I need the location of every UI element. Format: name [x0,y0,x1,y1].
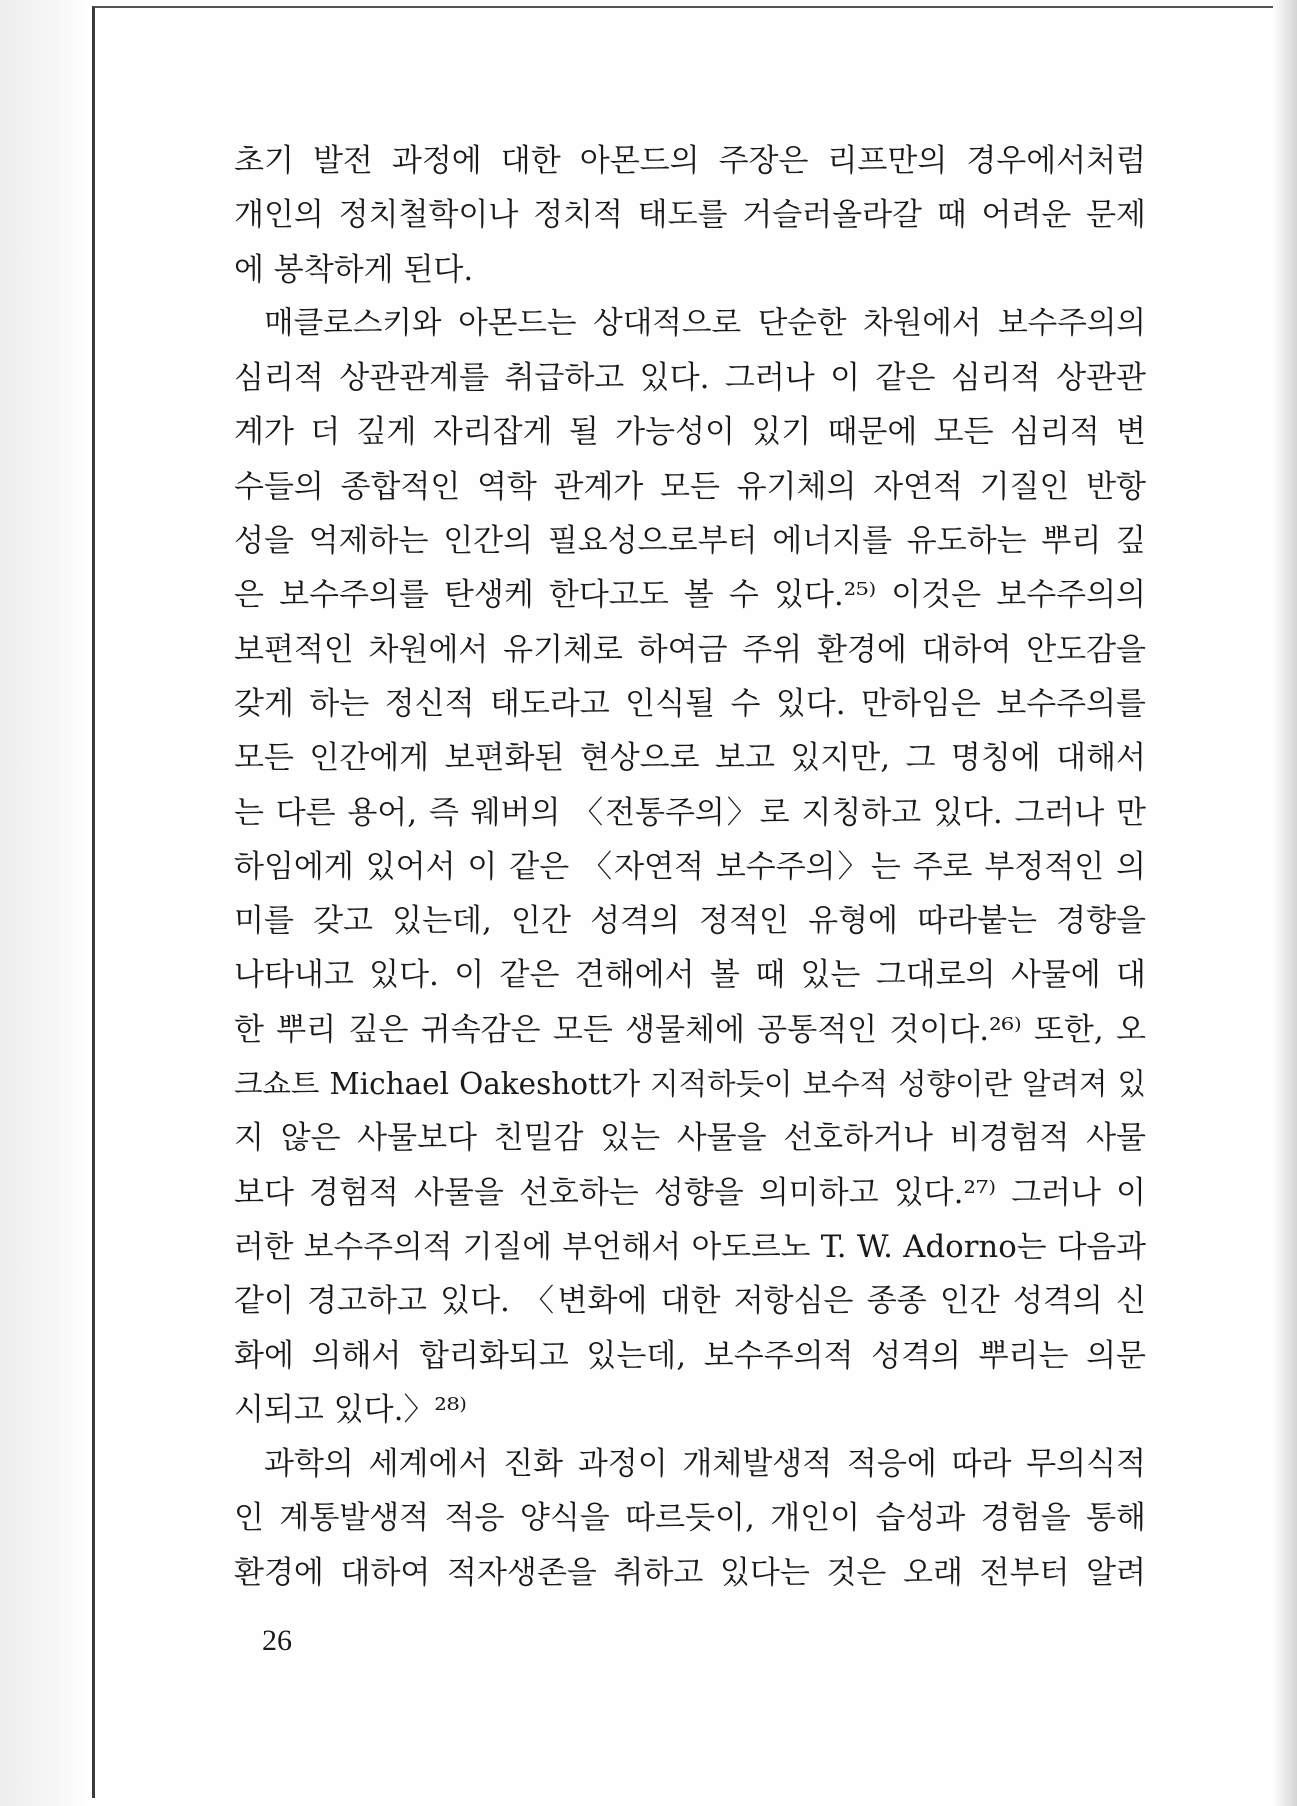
text-line: 지 않은 사물보다 친밀감 있는 사물을 선호하거나 비경험적 사물 [234,1120,1146,1157]
text-line: 보편적인 차원에서 유기체로 하여금 주위 환경에 대하여 안도감을 [234,631,1146,668]
text-line: 한 뿌리 깊은 귀속감은 모든 생물체에 공통적인 것이다.²⁶⁾ 또한, 오 [234,1011,1146,1048]
text-line: 개인의 정치철학이나 정치적 태도를 거슬러올라갈 때 어려운 문제 [234,197,1146,234]
page-number: 26 [262,1624,292,1657]
text-line: 는 다른 용어, 즉 웨버의 〈전통주의〉로 지칭하고 있다. 그러나 만 [234,794,1146,831]
text-line: 보다 경험적 사물을 선호하는 성향을 의미하고 있다.²⁷⁾ 그러나 이 [234,1174,1146,1211]
text-line: 화에 의해서 합리화되고 있는데, 보수주의적 성격의 뿌리는 의문 [234,1337,1146,1374]
text-line: 크쇼트 Michael Oakeshott가 지적하듯이 보수적 성향이란 알려져 있 [234,1067,1146,1102]
text-line: 모든 인간에게 보편화된 현상으로 보고 있지만, 그 명칭에 대해서 [234,740,1146,777]
text-line: 심리적 상관관계를 취급하고 있다. 그러나 이 같은 심리적 상관관 [234,360,1146,397]
body-text [234,134,1146,1600]
text-line: 하임에게 있어서 이 같은 〈자연적 보수주의〉는 주로 부정적인 의 [234,848,1146,885]
text-line: 갖게 하는 정신적 태도라고 인식될 수 있다. 만하임은 보수주의를 [234,685,1146,722]
text-line: 에 봉착하게 된다. [234,251,474,288]
text-line: 인 계통발생적 적응 양식을 따르듯이, 개인이 습성과 경험을 통해 [234,1500,1146,1537]
text-line: 계가 더 깊게 자리잡게 될 가능성이 있기 때문에 모든 심리적 변 [234,414,1146,451]
text-line: 환경에 대하여 적자생존을 취하고 있다는 것은 오래 전부터 알려 [234,1554,1146,1591]
text-line: 은 보수주의를 탄생케 한다고도 볼 수 있다.²⁵⁾ 이것은 보수주의의 [234,577,1146,614]
text-line: 미를 갖고 있는데, 인간 성격의 정적인 유형에 따라붙는 경향을 [234,903,1146,940]
text-line: 매클로스키와 아몬드는 상대적으로 단순한 차원에서 보수주의의 [264,305,1146,341]
text-line: 성을 억제하는 인간의 필요성으로부터 에너지를 유도하는 뿌리 깊 [234,523,1146,560]
text-line: 나타내고 있다. 이 같은 견해에서 볼 때 있는 그대로의 사물에 대 [234,957,1146,994]
text-line: 수들의 종합적인 역학 관계가 모든 유기체의 자연적 기질인 반항 [234,468,1146,505]
text-line: 시되고 있다.〉²⁸⁾ [234,1391,467,1428]
text-line: 초기 발전 과정에 대한 아몬드의 주장은 리프만의 경우에서처럼 [234,143,1146,179]
text-line: 러한 보수주의적 기질에 부언해서 아도르노 T. W. Adorno는 다음과 [234,1228,1146,1265]
page-edge-shadow [1273,0,1297,1806]
scan-margin [0,0,92,1806]
text-line: 과학의 세계에서 진화 과정이 개체발생적 적응에 따라 무의식적 [264,1446,1146,1483]
text-line: 같이 경고하고 있다. 〈변화에 대한 저항심은 종종 인간 성격의 신 [234,1283,1146,1320]
